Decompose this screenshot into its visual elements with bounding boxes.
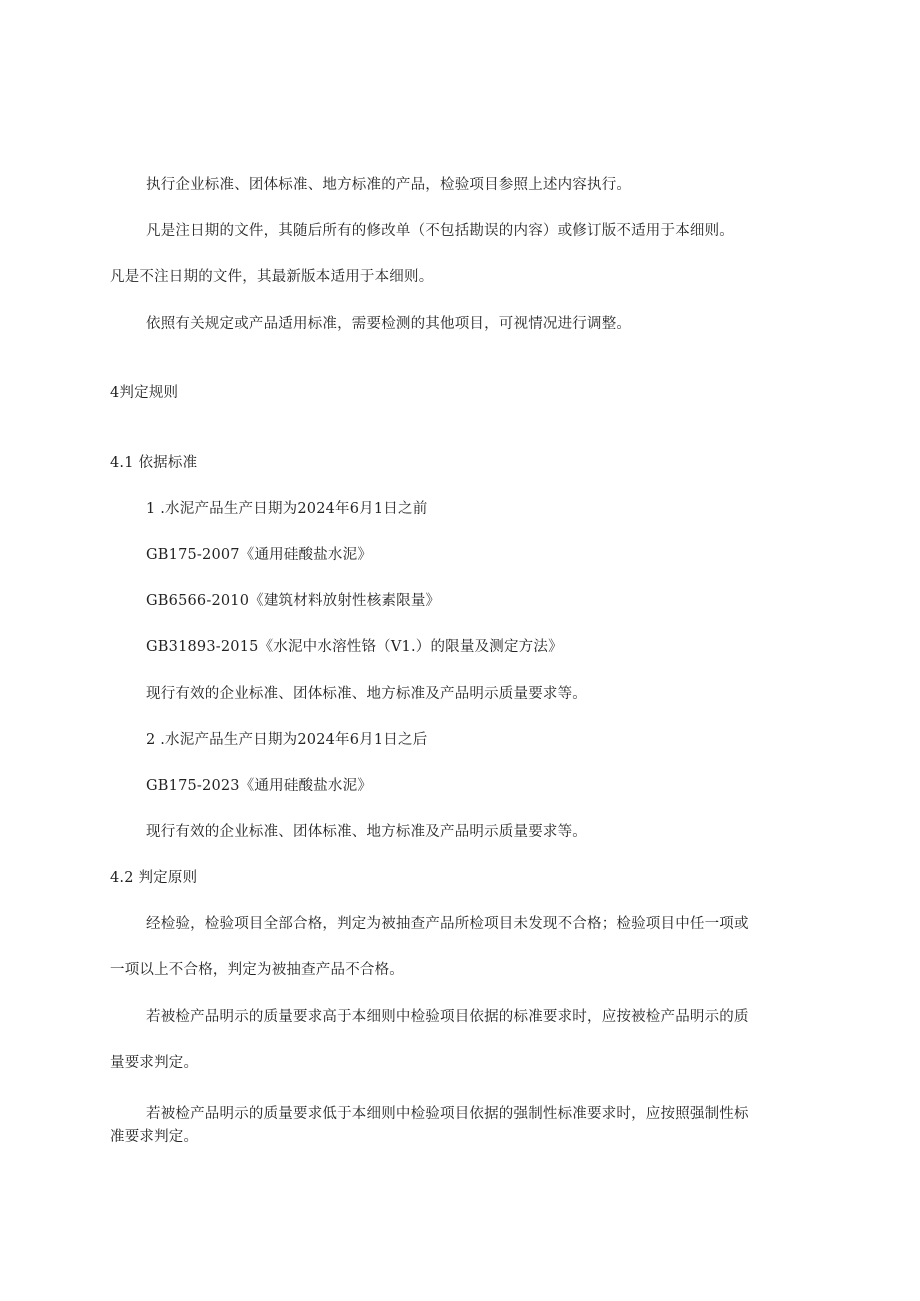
judgment-paragraph-1-line-2: 一项以上不合格，判定为被抽查产品不合格。: [110, 962, 404, 978]
standards-note-1: 现行有效的企业标准、团体标准、地方标准及产品明示质量要求等。: [146, 686, 587, 702]
intro-paragraph-3: 依照有关规定或产品适用标准，需要检测的其他项目，可视情况进行调整。: [146, 316, 632, 332]
standard-gb6566-2010: GB6566-2010《建筑材料放射性核素限量》: [146, 593, 441, 609]
judgment-paragraph-3-line-2: 准要求判定。: [110, 1129, 199, 1145]
intro-paragraph-2-line-2: 凡是不注日期的文件，其最新版本适用于本细则。: [110, 269, 434, 285]
judgment-paragraph-1-line-1: 经检验，检验项目全部合格，判定为被抽查产品所检项目未发现不合格；检验项目中任一项或: [146, 916, 749, 932]
standard-gb175-2023: GB175-2023《通用硅酸盐水泥》: [146, 778, 373, 794]
judgment-paragraph-2-line-2: 量要求判定。: [110, 1055, 199, 1071]
section-4-title: 4判定规则: [110, 385, 179, 401]
standard-gb175-2007: GB175-2007《通用硅酸盐水泥》: [146, 547, 373, 563]
standard-gb31893-2015: GB31893-2015《水泥中水溶性铬（V1.）的限量及测定方法》: [146, 639, 563, 655]
list-item-1: 1 .水泥产品生产日期为2024年6月1日之前: [146, 501, 428, 517]
section-4-2-title: 4.2 判定原则: [110, 870, 198, 886]
standards-note-2: 现行有效的企业标准、团体标准、地方标准及产品明示质量要求等。: [146, 824, 587, 840]
intro-paragraph-2-line-1: 凡是注日期的文件，其随后所有的修改单（不包括勘误的内容）或修订版不适用于本细则。: [146, 223, 734, 239]
list-item-2: 2 .水泥产品生产日期为2024年6月1日之后: [146, 732, 428, 748]
judgment-paragraph-3-line-1: 若被检产品明示的质量要求低于本细则中检验项目依据的强制性标准要求时，应按照强制性标: [146, 1106, 749, 1122]
intro-paragraph-1: 执行企业标准、团体标准、地方标准的产品，检验项目参照上述内容执行。: [146, 177, 632, 193]
judgment-paragraph-2-line-1: 若被检产品明示的质量要求高于本细则中检验项目依据的标准要求时，应按被检产品明示的质: [146, 1009, 749, 1025]
section-4-1-title: 4.1 依据标准: [110, 455, 198, 471]
